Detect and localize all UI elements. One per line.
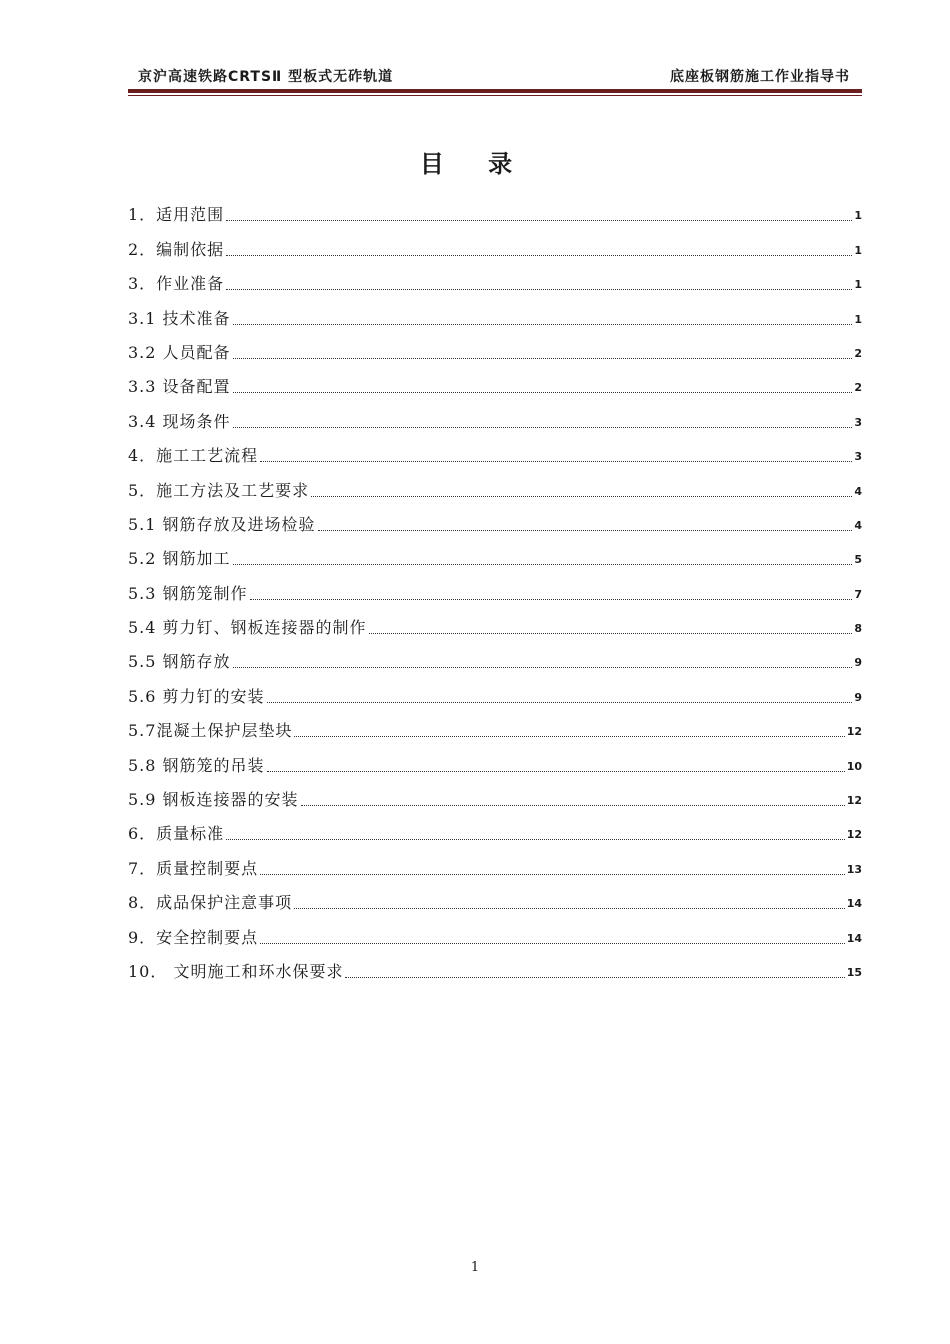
- toc-dot-leader: [260, 942, 845, 944]
- toc-entry-page: 4: [854, 484, 862, 498]
- toc-entry-page: 12: [846, 725, 862, 739]
- toc-entry-label: 3.3 设备配置: [128, 377, 231, 397]
- toc-entry-label: 10． 文明施工和环水保要求: [128, 961, 344, 981]
- toc-dot-leader: [226, 288, 852, 290]
- toc-entry-label: 5.1 钢筋存放及进场检验: [128, 514, 316, 534]
- toc-entry[interactable]: [128, 679, 862, 713]
- header-project-title: 京沪高速铁路CRTSⅡ 型板式无砟轨道: [138, 69, 394, 85]
- toc-entry[interactable]: [128, 508, 862, 542]
- toc-entry-page: 12: [846, 828, 862, 842]
- toc-entry[interactable]: [128, 817, 862, 851]
- toc-entry-page: 9: [854, 690, 862, 704]
- toc-entry-page: 9: [854, 656, 862, 670]
- toc-entry-page: 8: [854, 622, 862, 636]
- toc-entry-label: 3．作业准备: [128, 274, 225, 294]
- toc-dot-leader: [226, 254, 852, 256]
- toc-dot-leader: [294, 735, 844, 737]
- toc-entry[interactable]: [128, 748, 862, 782]
- toc-entry-label: 5.9 钢板连接器的安装: [128, 790, 299, 810]
- toc-dot-leader: [250, 598, 853, 600]
- toc-entry-page: 1: [854, 209, 862, 223]
- header-rule-thin: [128, 95, 862, 96]
- toc-entry-page: 5: [854, 553, 862, 567]
- toc-entry-label: 5.7混凝土保护层垫块: [128, 721, 293, 741]
- toc-entry-label: 5.4 剪力钉、钢板连接器的制作: [128, 618, 367, 638]
- page-header: [128, 66, 862, 88]
- page-number: 1: [470, 1260, 480, 1275]
- toc-dot-leader: [294, 907, 845, 909]
- table-of-contents: [128, 198, 862, 989]
- toc-entry[interactable]: [128, 576, 862, 610]
- toc-entry[interactable]: [128, 920, 862, 954]
- header-document-title: 底座板钢筋施工作业指导书: [670, 69, 850, 85]
- toc-entry-page: 3: [854, 450, 862, 464]
- toc-entry-page: 10: [846, 759, 862, 773]
- toc-entry[interactable]: [128, 851, 862, 885]
- toc-dot-leader: [267, 770, 845, 772]
- toc-entry-label: 5.6 剪力钉的安装: [128, 686, 265, 706]
- toc-dot-leader: [233, 563, 853, 565]
- toc-entry-page: 2: [854, 346, 862, 360]
- toc-entry-label: 6．质量标准: [128, 824, 225, 844]
- toc-entry-page: 3: [854, 415, 862, 429]
- toc-dot-leader: [233, 426, 853, 428]
- toc-entry[interactable]: [128, 645, 862, 679]
- toc-entry-page: 4: [854, 518, 862, 532]
- toc-dot-leader: [369, 632, 853, 634]
- toc-dot-leader: [233, 391, 853, 393]
- toc-dot-leader: [311, 495, 852, 497]
- toc-entry-label: 5.5 钢筋存放: [128, 652, 231, 672]
- toc-entry-page: 12: [846, 794, 862, 808]
- toc-entry-label: 1．适用范围: [128, 205, 225, 225]
- toc-dot-leader: [260, 873, 845, 875]
- toc-entry-label: 3.1 技术准备: [128, 308, 231, 328]
- toc-dot-leader: [267, 701, 853, 703]
- toc-entry-page: 2: [854, 381, 862, 395]
- toc-entry-page: 13: [846, 862, 862, 876]
- toc-entry-page: 14: [846, 931, 862, 945]
- header-rule-thick: [128, 89, 862, 93]
- toc-entry[interactable]: [128, 370, 862, 404]
- toc-entry-label: 3.2 人员配备: [128, 342, 231, 362]
- toc-entry-label: 5.2 钢筋加工: [128, 549, 231, 569]
- toc-entry[interactable]: [128, 955, 862, 989]
- toc-title: 目 录: [419, 150, 531, 178]
- toc-entry-label: 4．施工工艺流程: [128, 446, 259, 466]
- toc-entry-label: 8．成品保护注意事项: [128, 893, 293, 913]
- toc-entry-label: 5．施工方法及工艺要求: [128, 480, 310, 500]
- toc-entry[interactable]: [128, 439, 862, 473]
- toc-entry-label: 3.4 现场条件: [128, 411, 231, 431]
- toc-dot-leader: [260, 460, 852, 462]
- toc-entry-page: 7: [854, 587, 862, 601]
- toc-entry[interactable]: [128, 301, 862, 335]
- toc-dot-leader: [233, 357, 853, 359]
- toc-entry[interactable]: [128, 886, 862, 920]
- toc-dot-leader: [345, 976, 844, 978]
- toc-dot-leader: [233, 323, 853, 325]
- toc-entry-label: 5.8 钢筋笼的吊装: [128, 755, 265, 775]
- toc-entry-label: 5.3 钢筋笼制作: [128, 583, 248, 603]
- toc-entry[interactable]: [128, 714, 862, 748]
- toc-entry-page: 1: [854, 278, 862, 292]
- toc-entry[interactable]: [128, 473, 862, 507]
- toc-dot-leader: [233, 666, 853, 668]
- toc-dot-leader: [226, 219, 852, 221]
- toc-entry[interactable]: [128, 611, 862, 645]
- toc-entry-page: 14: [846, 897, 862, 911]
- toc-entry-label: 7．质量控制要点: [128, 858, 259, 878]
- toc-dot-leader: [226, 838, 845, 840]
- toc-entry-page: 1: [854, 243, 862, 257]
- toc-entry-label: 2．编制依据: [128, 239, 225, 259]
- toc-entry[interactable]: [128, 267, 862, 301]
- toc-entry[interactable]: [128, 232, 862, 266]
- toc-entry[interactable]: [128, 336, 862, 370]
- toc-dot-leader: [318, 529, 853, 531]
- toc-entry[interactable]: [128, 783, 862, 817]
- toc-entry-label: 9．安全控制要点: [128, 927, 259, 947]
- toc-entry-page: 1: [854, 312, 862, 326]
- toc-entry[interactable]: [128, 198, 862, 232]
- toc-entry[interactable]: [128, 404, 862, 438]
- toc-dot-leader: [301, 804, 845, 806]
- toc-entry[interactable]: [128, 542, 862, 576]
- toc-entry-page: 15: [846, 965, 862, 979]
